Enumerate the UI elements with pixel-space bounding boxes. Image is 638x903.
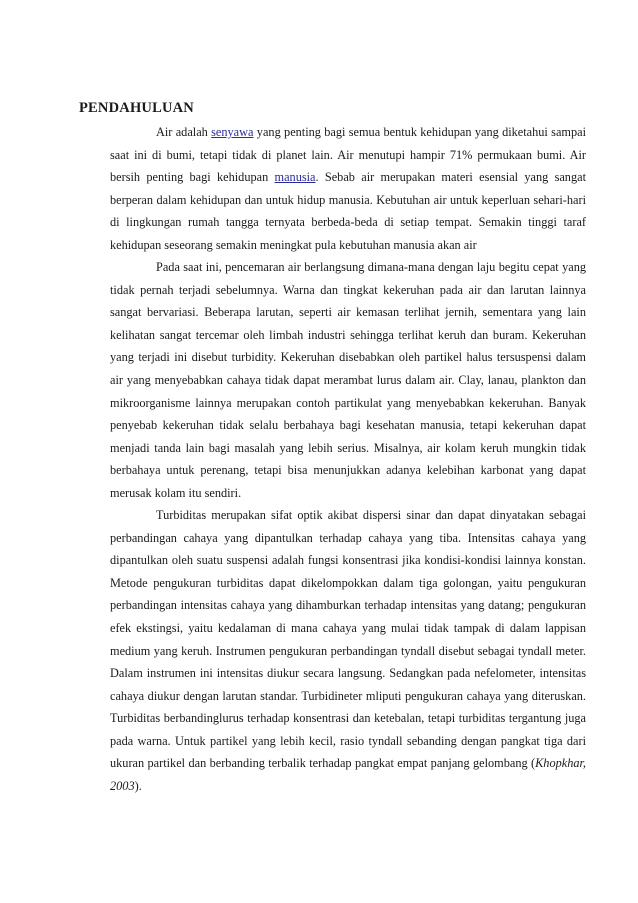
paragraph-3-text: Turbiditas merupakan sifat optik akibat dispersi sinar dan dapat dinyatakan sebagai perbandingan cahaya yang dipantulkan terhadap cahaya yang tiba. Intensitas cahaya yang dipantulkan oleh suatu suspensi adalah fungsi konsentrasi jika kondisi-kondisi lainnya konstan. Metode pengukuran turbiditas dapat dikelompokkan dalam tiga golongan, yaitu pengukuran perbandingan intensitas cahaya yang dihamburkan terhadap intensitas yang datang; pengukuran efek ekstingsi, yaitu kedalaman di mana cahaya yang mulai tidak tampak di dalam lappisan medium yang keruh. Instrumen pengukuran perbandingan tyndall disebut sebagai tyndall meter. Dalam instrumen ini intensitas diukur secara langsung. Sedangkan pada nefelometer, intensitas cahaya diukur dengan larutan standar. Turbidineter mliputi pengukuran cahaya yang diteruskan. Turbiditas berbandinglurus terhadap konsentrasi dan ketebalan, tetapi turbiditas tergantung juga pada warna. Untuk partikel yang lebih kecil, rasio tyndall sebanding dengan pangkat tiga dari ukuran partikel dan berbanding terbalik terhadap pangkat empat panjang gelombang ( [110,508,586,771]
paragraph-2: Pada saat ini, pencemaran air berlangsung dimana-mana dengan laju begitu cepat yang tidak pernah terjadi sebelumnya. Warna dan tingkat kekeruhan pada air dan larutan lainnya sangat bervariasi. Beberapa larutan, seperti air kemasan terlihat jernih, sementara yang lain kelihatan sangat tercemar oleh limbah industri sehingga terlihat keruh dan buram. Kekeruhan yang terjadi ini disebut turbidity. Kekeruhan disebabkan oleh partikel halus tersuspensi dalam air yang menyebabkan cahaya tidak dapat merambat lurus dalam air. Clay, lanau, plankton dan mikroorganisme lainnya merupakan contoh partikulat yang menyebabkan kekeruhan. Banyak penyebab kekeruhan tidak selalu berbahaya bagi kesehatan manusia, tetapi kekeruhan dapat menjadi tanda lain bagi masalah yang lebih serius. Misalnya, air kolam keruh mungkin tidak berbahaya untuk perenang, tetapi bisa menunjukkan adanya kelebihan karbonat yang dapat merusak kolam itu sendiri. [110,260,586,500]
paragraph-1 [110,121,586,256]
paragraph-3-end: ). [134,778,142,793]
paragraph-1-text-b: yang penting bagi semua bentuk kehidupan yang diketahui sampai saat ini di bumi, tetapi tidak di planet lain. Air menutupi hampir 71% permukaan bumi. Air bersih penting bagi kehidupan [110,125,586,185]
section-heading: PENDAHULUAN [79,100,194,116]
paragraph-3 [110,504,586,797]
citation: Khopkhar, 2003 [110,756,586,793]
document-body [110,121,586,797]
manusia-link[interactable]: manusia [274,170,316,185]
senyawa-link[interactable]: senyawa [211,125,254,139]
paragraph-1-text-c: . Sebab air merupakan materi esensial yang sangat berperan dalam kehidupan dan untuk hidup manusia. Kebutuhan air untuk keperluan sehari-hari di lingkungan rumah tangga ternyata berbeda-beda di setiap tempat. Semakin tinggi taraf kehidupan seseorang semakin meningkat pula kebutuhan manusia akan air [110,170,586,252]
paragraph-1-text-a: Air adalah [156,125,212,139]
